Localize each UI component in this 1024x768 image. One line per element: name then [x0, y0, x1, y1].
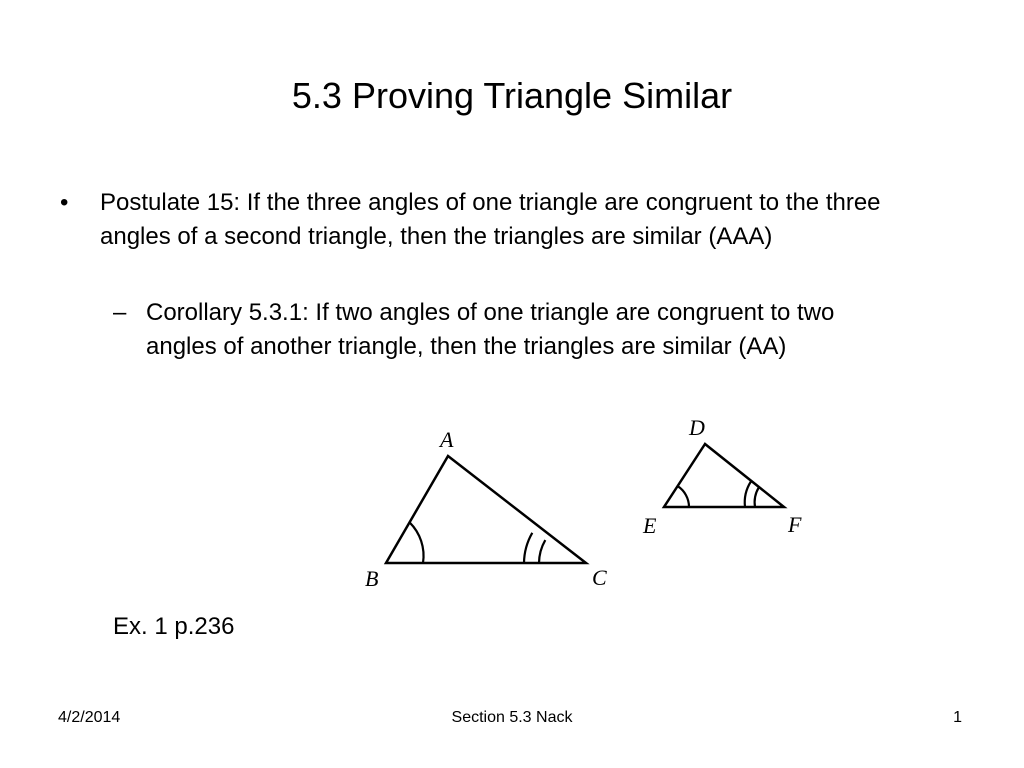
vertex-label-d: D: [689, 415, 705, 440]
triangle-abc-outline: [386, 456, 586, 563]
angle-c-arc-inner: [524, 533, 532, 563]
vertex-label-b: B: [365, 566, 379, 591]
postulate-text: Postulate 15: If the three angles of one triangle are congruent to the three angles of a second triangle, then the triangles are similar (AAA): [100, 189, 881, 250]
vertex-label-a: A: [440, 427, 454, 452]
triangle-def: [642, 415, 802, 538]
slide-title: 5.3 Proving Triangle Similar: [291, 75, 733, 116]
angle-f-arc-outer: [755, 488, 759, 507]
angle-e-arc: [678, 486, 689, 507]
triangle-def-outline: [664, 444, 784, 507]
footer-date: 4/2/2014: [58, 709, 121, 726]
triangle-abc: [365, 427, 607, 591]
corollary-text: Corollary 5.3.1: If two angles of one triangle are congruent to two angles of another triangle, then the triangles are similar (AA): [146, 299, 835, 360]
sub-bullet-marker: –: [113, 299, 127, 326]
example-reference: Ex. 1 p.236: [113, 613, 235, 640]
vertex-label-f: F: [788, 512, 802, 537]
angle-f-arc-inner: [745, 482, 751, 508]
vertex-label-e: E: [643, 513, 657, 538]
vertex-label-c: C: [592, 565, 607, 590]
footer-section-label: Section 5.3 Nack: [451, 709, 573, 726]
angle-c-arc-outer: [539, 540, 545, 563]
angle-b-arc: [410, 522, 424, 563]
footer-page-number: 1: [953, 709, 962, 726]
bullet-marker: •: [60, 189, 69, 216]
